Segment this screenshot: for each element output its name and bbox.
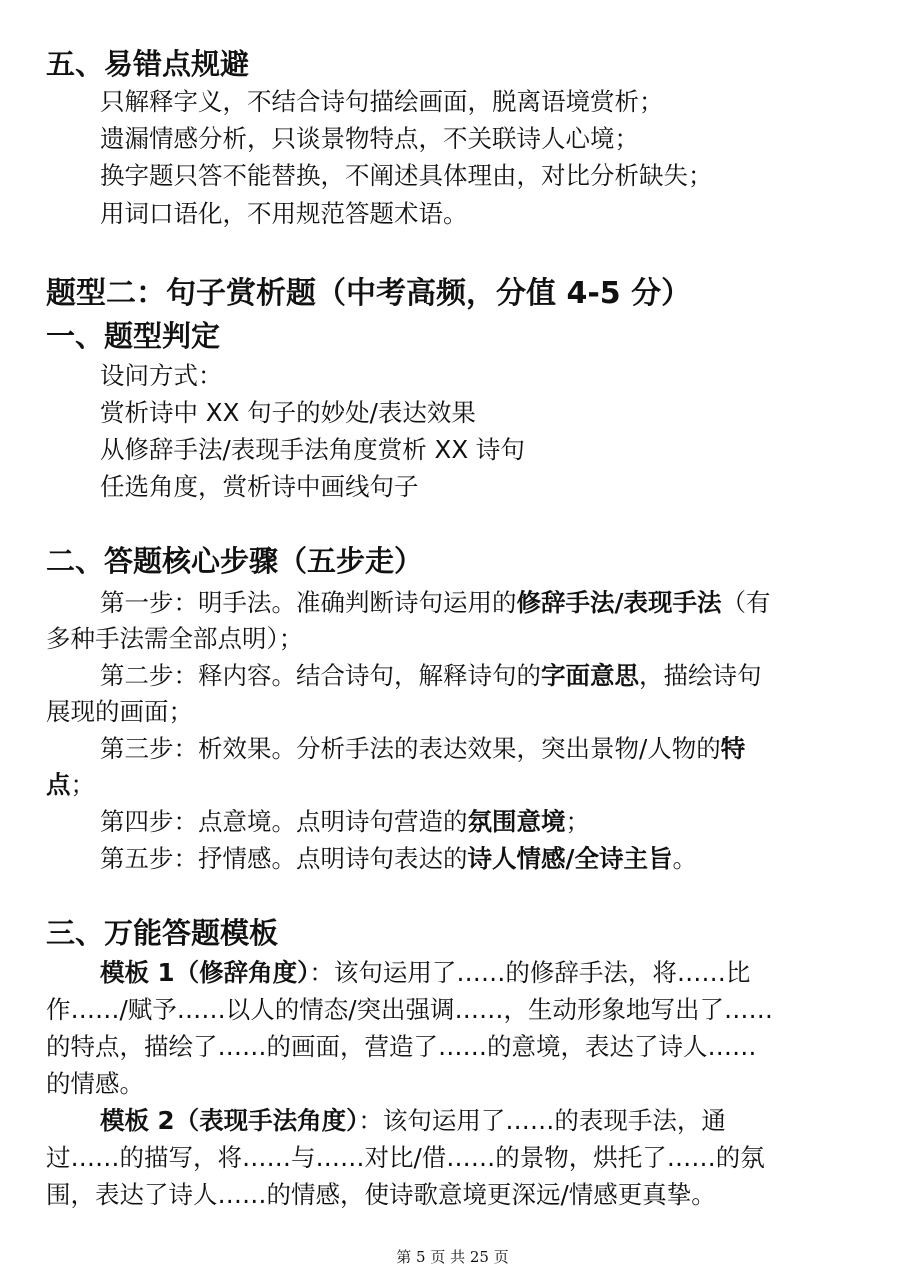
step-2-line-2: 展现的画面； — [46, 697, 193, 726]
template-1-line-4: 的情感。 — [46, 1069, 144, 1098]
error-item-4: 用词口语化，不用规范答题术语。 — [100, 199, 468, 228]
question-form-3: 任选角度，赏析诗中画线句子 — [100, 472, 419, 501]
step-2-line-1: 第二步：释内容。结合诗句，解释诗句的字面意思，描绘诗句 — [100, 661, 762, 690]
template-2-line-2: 过……的描写，将……与……对比/借……的景物，烘托了……的氛 — [46, 1143, 765, 1172]
step-1-line-2: 多种手法需全部点明）； — [46, 624, 304, 653]
question-form-2: 从修辞手法/表现手法角度赏析 XX 诗句 — [100, 435, 525, 464]
step-5: 第五步：抒情感。点明诗句表达的诗人情感/全诗主旨。 — [100, 844, 697, 873]
section-heading-steps: 二、答题核心步骤（五步走） — [46, 544, 424, 578]
template-2-line-3: 围，表达了诗人……的情感，使诗歌意境更深远/情感更真挚。 — [46, 1180, 716, 1209]
step-3-line-1: 第三步：析效果。分析手法的表达效果，突出景物/人物的特 — [100, 734, 746, 763]
section-heading-judgement: 一、题型判定 — [46, 319, 221, 353]
template-1-line-2: 作……/赋予……以人的情态/突出强调……，生动形象地写出了…… — [46, 995, 774, 1024]
section-heading-errors: 五、易错点规避 — [46, 47, 250, 81]
question-intro: 设问方式： — [100, 361, 223, 390]
step-3-line-2: 点； — [46, 770, 95, 799]
question-type-title: 题型二：句子赏析题（中考高频，分值 4-5 分） — [46, 276, 692, 311]
page-footer: 第 5 页 共 25 页 — [396, 1248, 509, 1266]
template-2-line-1: 模板 2（表现手法角度）：该句运用了……的表现手法，通 — [100, 1106, 726, 1135]
template-1-line-3: 的特点，描绘了……的画面，营造了……的意境，表达了诗人…… — [46, 1032, 757, 1061]
error-item-2: 遗漏情感分析，只谈景物特点，不关联诗人心境； — [100, 124, 639, 153]
template-1-line-1: 模板 1（修辞角度）：该句运用了……的修辞手法，将……比 — [100, 958, 751, 987]
section-heading-templates: 三、万能答题模板 — [46, 916, 279, 950]
error-item-3: 换字题只答不能替换，不阐述具体理由，对比分析缺失； — [100, 161, 713, 190]
question-form-1: 赏析诗中 XX 句子的妙处/表达效果 — [100, 398, 476, 427]
step-1-line-1: 第一步：明手法。准确判断诗句运用的修辞手法/表现手法（有 — [100, 588, 771, 617]
step-4: 第四步：点意境。点明诗句营造的氛围意境； — [100, 807, 590, 836]
error-item-1: 只解释字义，不结合诗句描绘画面，脱离语境赏析； — [100, 87, 664, 116]
